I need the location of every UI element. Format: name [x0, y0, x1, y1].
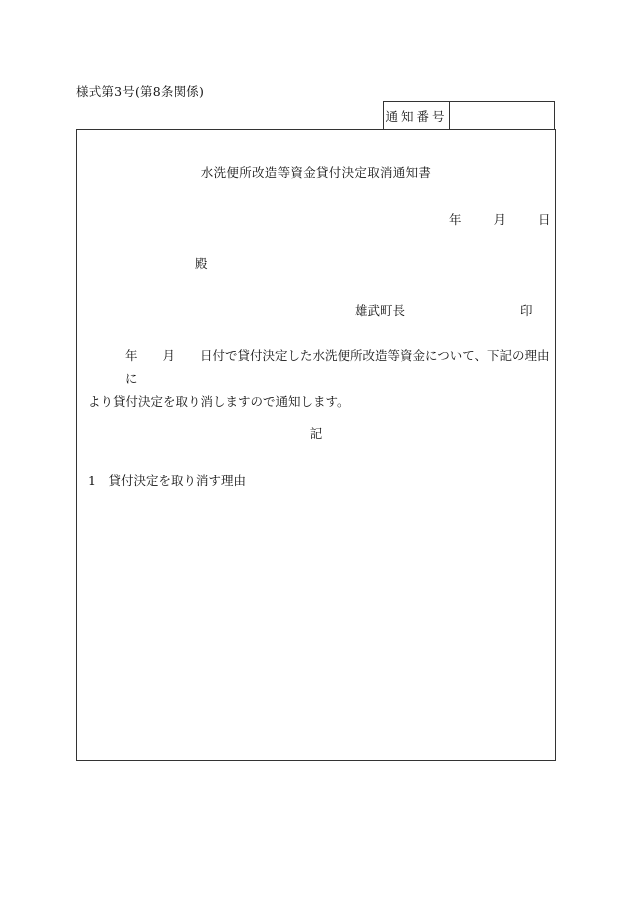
- date-year-label: 年: [449, 212, 462, 227]
- notice-number-label: 通知番号: [384, 102, 450, 129]
- body-line-1: 年 月 日付で貸付決定した水洗便所改造等資金について、下記の理由に: [125, 348, 550, 386]
- form-label: 様式第3号(第8条関係): [76, 84, 205, 99]
- ki-heading: 記: [309, 426, 323, 441]
- issuer-name: 雄武町長: [355, 303, 406, 318]
- body-line-2: より貸付決定を取り消しますので通知します。: [88, 394, 350, 409]
- date-day-label: 日: [537, 212, 551, 227]
- date-line: [449, 210, 550, 228]
- document-frame: [76, 129, 556, 761]
- date-month-label: 月: [493, 212, 506, 227]
- notice-number-box: [383, 101, 555, 129]
- document-title: 水洗便所改造等資金貸付決定取消通知書: [200, 165, 432, 180]
- addressee-suffix: 殿: [195, 256, 208, 271]
- notice-number-field[interactable]: [450, 102, 554, 129]
- reason-item: 1 貸付決定を取り消す理由: [88, 473, 246, 488]
- body-text: [88, 344, 550, 413]
- seal-mark: 印: [520, 303, 533, 318]
